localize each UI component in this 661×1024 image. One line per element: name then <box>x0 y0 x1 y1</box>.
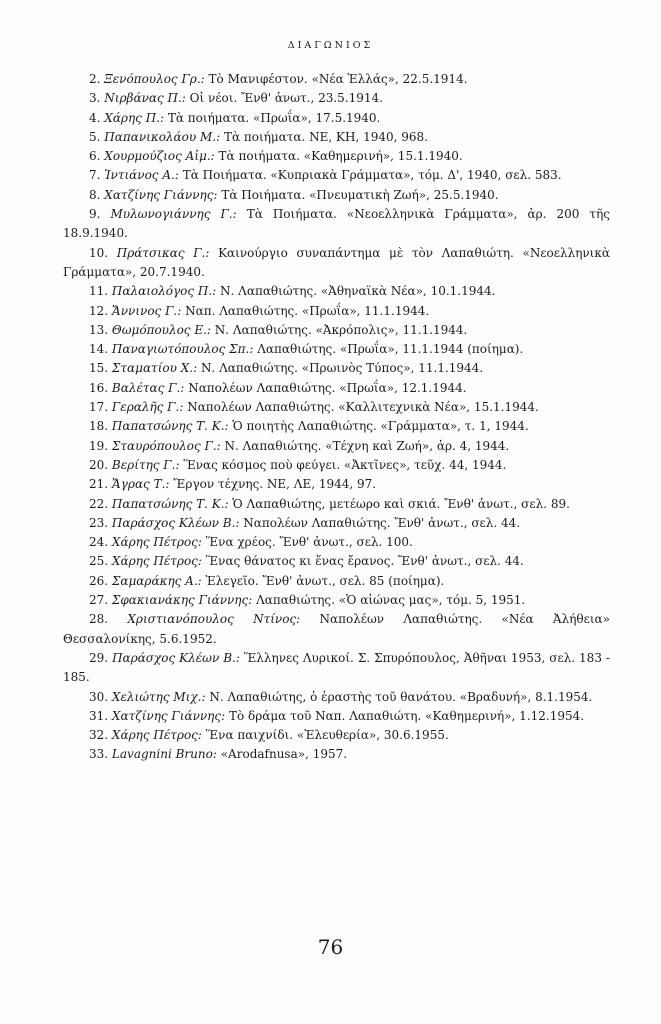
entry-author: Χάρης Π.: <box>104 110 165 125</box>
entry-number: 22. <box>89 496 109 511</box>
bibliography-entry <box>63 128 610 147</box>
entry-number: 18. <box>89 419 109 434</box>
bibliography-entry <box>63 417 610 436</box>
entry-text: Ναπολέων Λαπαθιώτης. Ἔνθ' ἀνωτ., σελ. 44. <box>243 515 521 530</box>
entry-author: Παναγιωτόπουλος Σπ.: <box>111 342 254 357</box>
entry-text: Ν. Λαπαθιώτης. «Πρωινὸς Τύπος», 11.1.1944. <box>200 361 484 376</box>
bibliography-entry <box>63 745 610 764</box>
entry-author: Χατζίνης Γιάννης: <box>104 187 218 202</box>
entry-author: Ξενόπουλος Γρ.: <box>104 72 205 86</box>
entry-text: Ν. Λαπαθιώτης. «Ἀκρόπολις», 11.1.1944. <box>214 322 468 337</box>
entry-author: Βερίτης Γ.: <box>111 457 180 472</box>
entry-author: Χάρης Πέτρος: <box>111 554 202 569</box>
entry-text: Ἔργον τέχνης. ΝΕ, ΛΕ, 1944, 97. <box>173 477 377 492</box>
entry-text: Τὰ ποιήματα. «Καθημερινή», 15.1.1940. <box>218 149 463 164</box>
bibliography-entry <box>63 282 610 301</box>
entry-text: Τὰ Ποιήματα. «Κυπριακὰ Γράμματα», τόμ. Δ', 1940, σελ. 583. <box>182 168 562 183</box>
entry-number: 15. <box>89 361 109 376</box>
entry-number: 6. <box>89 149 101 164</box>
entry-text: Ναπ. Λαπαθιώτης. «Πρωΐα», 11.1.1944. <box>185 303 430 318</box>
entry-text: Τὸ δράμα τοῦ Ναπ. Λαπαθιώτη. «Καθημερινή», 1.12.1954. <box>228 708 585 723</box>
entry-author: Παράσχος Κλέων Β.: <box>112 650 240 665</box>
entry-author: Ἄννινος Γ.: <box>111 303 182 318</box>
bibliography-entry <box>63 688 610 707</box>
entry-number: 5. <box>89 129 101 144</box>
entry-number: 12. <box>89 303 109 318</box>
bibliography-entry <box>63 205 610 244</box>
entry-number: 10. <box>89 245 109 260</box>
entry-number: 21. <box>89 477 109 492</box>
entry-author: Θωμόπουλος Ε.: <box>111 322 211 337</box>
entry-author: Lavagnini Bruno: <box>111 747 217 762</box>
entry-text: Ἕνας κόσμος ποὺ φεύγει. «Ἀκτῖνες», τεῦχ. 44, 1944. <box>183 457 507 472</box>
bibliography-entry <box>63 340 610 359</box>
bibliography-entry <box>63 89 610 108</box>
bibliography-entry <box>63 610 610 649</box>
bibliography-entry <box>63 302 610 321</box>
entry-text: Οἱ νέοι. Ἔνθ' ἀνωτ., 23.5.1914. <box>189 91 383 106</box>
bibliography-entry <box>63 649 610 688</box>
entry-author: Παπατσώνης Τ. Κ.: <box>111 419 229 434</box>
bibliography-entry <box>63 321 610 340</box>
entry-author: Βαλέτας Γ.: <box>111 380 185 395</box>
entry-text: Ναπολέων Λαπαθιώτης. «Καλλιτεχνικὰ Νέα», 15.1.1944. <box>187 400 539 415</box>
entry-text: Ν. Λαπαθιώτης. «Ἀθηναϊκὰ Νέα», 10.1.1944. <box>220 284 496 299</box>
entry-author: Παράσχος Κλέων Β.: <box>111 515 240 530</box>
entry-author: Χάρης Πέτρος: <box>111 535 202 550</box>
bibliography-entry <box>63 109 610 128</box>
entry-author: Ἰντιάνος Α.: <box>104 168 179 183</box>
entry-number: 16. <box>89 380 109 395</box>
entry-number: 31. <box>89 708 109 723</box>
entry-number: 24. <box>89 535 109 550</box>
bibliography-entry <box>63 244 610 283</box>
entry-author: Χατζίνης Γιάννης: <box>111 708 226 723</box>
bibliography-entry <box>63 437 610 456</box>
entry-author: Χελιώτης Μιχ.: <box>111 689 206 704</box>
bibliography-list <box>63 70 610 765</box>
entry-text: Λαπαθιώτης. «Πρωΐα», 11.1.1944 (ποίημα). <box>257 342 524 357</box>
entry-text: Τὸ Μανιφέστον. «Νέα Ἑλλάς», 22.5.1914. <box>208 72 468 86</box>
page-number: 76 <box>317 935 344 959</box>
bibliography-entry <box>63 456 610 475</box>
entry-text: Τὰ Ποιήματα. «Πνευματικὴ Ζωή», 25.5.1940. <box>221 187 499 202</box>
entry-number: 11. <box>89 284 109 299</box>
bibliography-entry <box>63 379 610 398</box>
entry-author: Σταματίου Χ.: <box>111 361 198 376</box>
entry-author: Σταυρόπουλος Γ.: <box>111 438 221 453</box>
entry-number: 32. <box>89 728 109 743</box>
entry-author: Παπατσώνης Τ. Κ.: <box>111 496 229 511</box>
entry-text: Ν. Λαπαθιώτης. «Τέχνη καὶ Ζωή», ἀρ. 4, 1944. <box>224 438 510 453</box>
bibliography-entry <box>63 359 610 378</box>
entry-number: 9. <box>89 207 101 222</box>
bibliography-entry <box>63 533 610 552</box>
entry-author: Χάρης Πέτρος: <box>111 728 202 743</box>
entry-number: 13. <box>89 322 109 337</box>
entry-text: Ν. Λαπαθιώτης, ὁ ἐραστὴς τοῦ θανάτου. «Βραδυνή», 8.1.1954. <box>209 689 593 704</box>
entry-author: Χριστιανόπουλος Ντίνος: <box>127 612 301 627</box>
bibliography-entry <box>63 495 610 514</box>
entry-number: 17. <box>89 400 109 415</box>
bibliography-entry <box>63 591 610 610</box>
bibliography-entry <box>63 514 610 533</box>
entry-text: Ναπολέων Λαπαθιώτης. «Νέα Ἀλήθεια» Θεσσαλονίκης, 5.6.1952. <box>63 612 610 646</box>
entry-author: Παπανικολάου Μ.: <box>104 129 221 144</box>
entry-author: Ἄγρας Τ.: <box>111 477 170 492</box>
entry-author: Σαμαράκης Α.: <box>111 573 202 588</box>
entry-number: 4. <box>89 110 101 125</box>
entry-text: Λαπαθιώτης. «Ὁ αἰώνας μας», τόμ. 5, 1951. <box>256 593 526 608</box>
entry-number: 28. <box>89 612 109 627</box>
entry-number: 20. <box>89 457 109 472</box>
entry-text: Τὰ ποιήματα. «Πρωΐα», 17.5.1940. <box>167 110 381 125</box>
entry-text: Ἕλληνες Λυρικοί. Σ. Σπυρόπουλος, Ἀθῆναι 1953, σελ. 183 - 185. <box>63 650 610 685</box>
bibliography-entry <box>63 707 610 726</box>
entry-number: 25. <box>89 554 109 569</box>
bibliography-entry <box>63 147 610 166</box>
entry-number: 7. <box>89 168 101 183</box>
bibliography-entry <box>63 552 610 571</box>
entry-author: Χουρμούζιος Αἰμ.: <box>104 149 215 164</box>
entry-author: Γεραλῆς Γ.: <box>111 400 184 415</box>
entry-author: Πράτσικας Γ.: <box>116 245 210 260</box>
entry-author: Νιρβάνας Π.: <box>104 91 186 106</box>
entry-number: 27. <box>89 593 109 608</box>
bibliography-entry <box>63 726 610 745</box>
entry-number: 19. <box>89 438 109 453</box>
bibliography-entry <box>63 398 610 417</box>
entry-number: 14. <box>89 342 109 357</box>
entry-number: 3. <box>89 91 101 106</box>
entry-text: Ὁ ποιητὴς Λαπαθιώτης. «Γράμματα», τ. 1, 1944. <box>232 419 529 434</box>
entry-number: 8. <box>89 187 101 202</box>
bibliography-entry <box>63 70 610 89</box>
entry-text: Τὰ Ποιήματα. «Νεοελληνικὰ Γράμματα», ἀρ. 200 τῆς 18.9.1940. <box>63 207 610 241</box>
entry-author: Σφακιανάκης Γιάννης: <box>111 593 253 608</box>
entry-text: Ὁ Λαπαθιώτης, μετέωρο καὶ σκιά. Ἔνθ' ἀνωτ., σελ. 89. <box>232 496 570 511</box>
entry-text: Ἕνας θάνατος κι ἕνας ἔρανος. Ἔνθ' ἀνωτ., σελ. 44. <box>205 554 524 569</box>
entry-author: Παλαιολόγος Π.: <box>111 284 217 299</box>
entry-number: 26. <box>89 573 109 588</box>
bibliography-entry <box>63 475 610 494</box>
entry-text: Ἐλεγεῖο. Ἔνθ' ἀνωτ., σελ. 85 (ποίημα). <box>205 573 445 588</box>
entry-text: Ναπολέων Λαπαθιώτης. «Πρωΐα», 12.1.1944. <box>188 380 467 395</box>
entry-number: 30. <box>89 689 109 704</box>
entry-number: 29. <box>89 650 109 665</box>
entry-text: «Arodafnusa», 1957. <box>220 747 348 762</box>
entry-number: 2. <box>89 72 101 86</box>
bibliography-entry <box>63 166 610 185</box>
entry-text: Καινούργιο συναπάντημα μὲ τὸν Λαπαθιώτη. «Νεοελληνικὰ Γράμματα», 20.7.1940. <box>63 245 610 279</box>
entry-text: Ἕνα χρέος. Ἔνθ' ἀνωτ., σελ. 100. <box>205 535 413 550</box>
bibliography-entry <box>63 572 610 591</box>
bibliography-entry <box>63 186 610 205</box>
entry-author: Μυλωνογιάννης Γ.: <box>110 207 237 222</box>
running-header: ΔΙΑΓΩΝΙΟΣ <box>287 40 374 51</box>
entry-number: 23. <box>89 515 109 530</box>
entry-text: Ἕνα παιχνίδι. «Ἐλευθερία», 30.6.1955. <box>205 728 449 743</box>
entry-number: 33. <box>89 747 109 762</box>
entry-text: Τὰ ποιήματα. ΝΕ, ΚΗ, 1940, 968. <box>223 129 428 144</box>
